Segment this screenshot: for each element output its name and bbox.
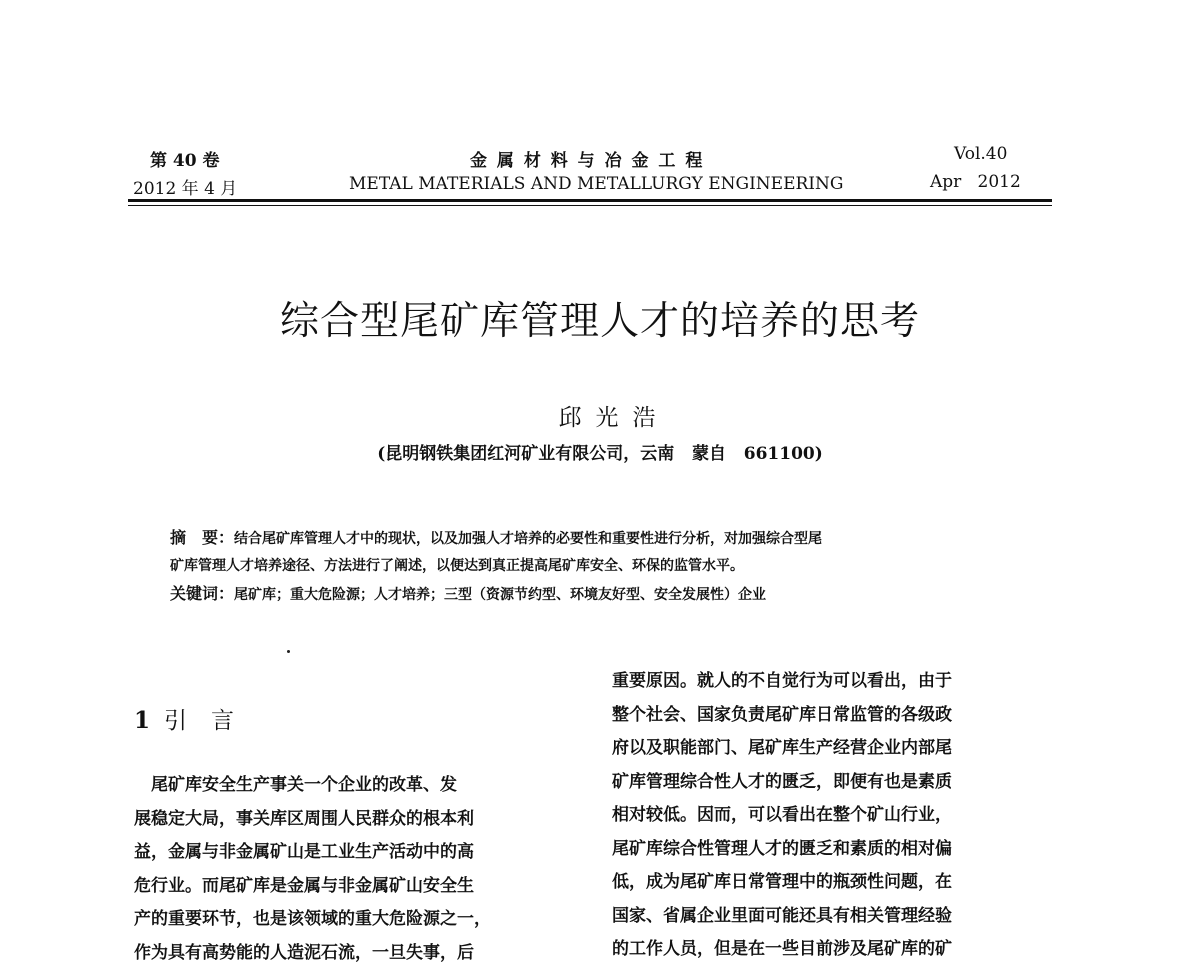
body-line: 展稳定大局，事关库区周围人民群众的根本利 [134,803,574,837]
body-line: 的工作人员，但是在一些目前涉及尾矿库的矿 [612,933,1057,967]
body-line: 产的重要环节，也是该领域的重大危险源之一， [134,903,574,937]
body-line: 国家、省属企业里面可能还具有相关管理经验 [612,900,1057,934]
abstract-label: 摘 要： [170,528,234,547]
date-cn: 2012 年 4 月 [133,174,237,199]
body-column-right [612,665,1057,967]
section-number: 1 [134,707,150,734]
keywords-text: 尾矿库；重大危险源；人才培养；三型（资源节约型、环境友好型、安全发展性）企业 [234,587,766,603]
body-line: 矿库管理综合性人才的匮乏，即便有也是素质 [612,766,1057,800]
body-line: 重要原因。就人的不自觉行为可以看出，由于 [612,665,1057,699]
body-line: 府以及职能部门、尾矿库生产经营企业内部尾 [612,732,1057,766]
paper-title: 综合型尾矿库管理人才的培养的思考 [0,290,1200,346]
body-column-left [134,769,574,970]
journal-title-cn: 金 属 材 料 与 冶 金 工 程 [470,146,704,171]
body-line: 相对较低。因而，可以看出在整个矿山行业， [612,799,1057,833]
abstract-text-2: 矿库管理人才培养途径、方法进行了阐述，以便达到真正提高尾矿库安全、环保的监管水平。 [170,553,1030,580]
body-line: 尾矿库安全生产事关一个企业的改革、发 [134,769,574,803]
keywords-label: 关键词： [170,584,234,603]
body-line: 尾矿库综合性管理人才的匮乏和素质的相对偏 [612,833,1057,867]
section-title-char-1: 引 [164,708,187,734]
affiliation: (昆明钢铁集团红河矿业有限公司，云南 蒙自 661100) [0,439,1200,464]
body-line: 低，成为尾矿库日常管理中的瓶颈性问题，在 [612,866,1057,900]
header-rule-thin [128,205,1052,206]
body-line: 作为具有高势能的人造泥石流，一旦失事，后 [134,937,574,970]
volume-en: Vol.40 [954,144,1007,164]
abstract-block [170,524,1030,609]
body-line: 危行业。而尾矿库是金属与非金属矿山安全生 [134,870,574,904]
body-line: 整个社会、国家负责尾矿库日常监管的各级政 [612,699,1057,733]
header-rule-thick [128,199,1052,202]
section-heading [134,702,234,735]
section-title-char-2: 言 [211,708,234,734]
abstract-text-1: 结合尾矿库管理人才中的现状，以及加强人才培养的必要性和重要性进行分析，对加强综合型尾 [234,531,822,547]
author-name: 邱光浩 [0,399,1200,432]
abstract-line [170,524,1030,553]
date-en: Apr 2012 [930,172,1021,192]
keywords-line [170,580,1030,609]
journal-title-en: METAL MATERIALS AND METALLURGY ENGINEERING [349,174,843,194]
volume-cn: 第 40 卷 [150,146,220,171]
body-line: 益，金属与非金属矿山是工业生产活动中的高 [134,836,574,870]
stray-dot [287,650,290,653]
